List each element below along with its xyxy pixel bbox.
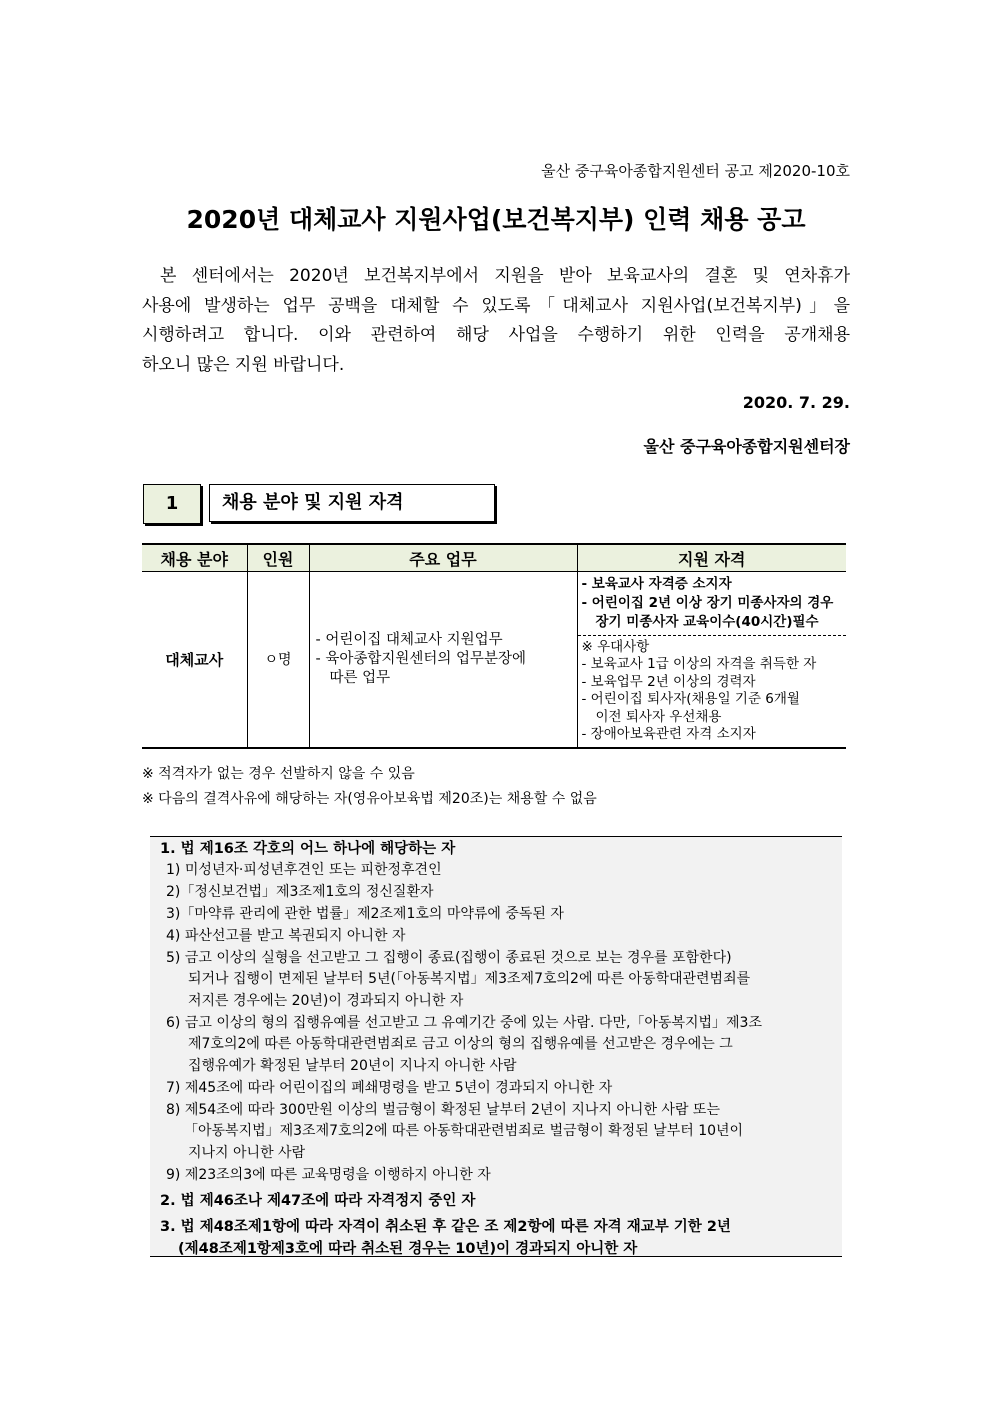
preferences-block <box>578 636 847 746</box>
field-cell: 대체교사 <box>142 572 247 748</box>
disqualification-item: 1) 미성년자·피성년후견인 또는 피한정후견인 <box>166 862 442 878</box>
page-title: 2020년 대체교사 지원사업(보건복지부) 인력 채용 공고 <box>186 205 806 234</box>
disqualification-item: 5) 금고 이상의 실형을 선고받고 그 집행이 종료(집행이 종료된 것으로 보는 경우를 포함한다) <box>166 950 732 966</box>
duty-line: - 어린이집 대체교사 지원업무 <box>315 631 503 648</box>
preference-line: - 보육교사 1급 이상의 자격을 취득한 자 <box>581 656 817 673</box>
section-number-box: 1 <box>143 484 201 524</box>
disqualification-heading: 3. 법 제48조제1항에 따라 자격이 취소된 후 같은 조 제2항에 따른 자격 재교부 기한 2년 <box>160 1219 731 1235</box>
table-header-cell: 주요 업무 <box>309 544 577 572</box>
disqualification-heading: 1. 법 제16조 각호의 어느 하나에 해당하는 자 <box>160 841 456 857</box>
note-line: ※ 다음의 결격사유에 해당하는 자(영유아보육법 제20조)는 채용할 수 없음 <box>142 791 597 807</box>
intro-line: 사용에 발생하는 업무 공백을 대체할 수 있도록「대체교사 지원사업(보건복지부)」을 <box>142 295 850 316</box>
notice-number: 울산 중구육아종합지원센터 공고 제2020-10호 <box>541 162 850 180</box>
notice-date: 2020. 7. 29. <box>742 393 850 412</box>
requirements-block <box>578 573 847 636</box>
disqualification-item: 4) 파산선고를 받고 복권되지 아니한 자 <box>166 928 406 944</box>
signer: 울산 중구육아종합지원센터장 <box>643 437 850 456</box>
disqualification-item: 6) 금고 이상의 형의 집행유예를 선고받고 그 유예기간 중에 있는 사람. 다만,「아동복지법」제3조 <box>166 1015 762 1031</box>
disqualification-item: 되거나 집행이 면제된 날부터 5년(「아동복지법」제3조제7호의2에 따른 아동학대관련범죄를 <box>188 971 751 987</box>
preference-line: - 보육업무 2년 이상의 경력자 <box>581 673 756 690</box>
intro-line: 하오니 많은 지원 바랍니다. <box>142 354 345 375</box>
table-header-cell: 인원 <box>247 544 309 572</box>
disqualification-item: 2)「정신보건법」제3조제1호의 정신질환자 <box>166 884 434 900</box>
disqualification-heading: 2. 법 제46조나 제47조에 따라 자격정지 중인 자 <box>160 1193 476 1209</box>
headcount-cell: ㅇ명 <box>247 572 309 748</box>
note-line: ※ 적격자가 없는 경우 선발하지 않을 수 있음 <box>142 766 415 782</box>
table-header-cell: 지원 자격 <box>577 544 846 572</box>
disqualification-box <box>150 836 842 1257</box>
intro-paragraph <box>142 262 850 380</box>
section-title-box: 채용 분야 및 지원 자격 <box>209 484 495 522</box>
recruitment-table <box>142 543 846 749</box>
disqualification-item: 8) 제54조에 따라 300만원 이상의 벌금형이 확정된 날부터 2년이 지나지 아니한 사람 또는 <box>166 1102 720 1118</box>
disqualification-item: 「아동복지법」제3조제7호의2에 따른 아동학대관련범죄로 벌금형이 확정된 날부터 10년이 <box>184 1123 744 1139</box>
intro-line: 본 센터에서는 2020년 보건복지부에서 지원을 받아 보육교사의 결혼 및 연차휴가 <box>160 266 850 286</box>
disqualification-item: 저지른 경우에는 20년)이 경과되지 아니한 자 <box>188 993 464 1009</box>
table-header-cell: 채용 분야 <box>142 544 247 572</box>
duty-line: 따른 업무 <box>329 669 391 686</box>
requirement-line: - 어린이집 2년 이상 장기 미종사자의 경우 <box>581 594 834 611</box>
disqualification-heading: (제48조제1항제3호에 따라 취소된 경우는 10년)이 경과되지 아니한 자 <box>178 1241 638 1257</box>
requirement-line: - 보육교사 자격증 소지자 <box>581 575 732 592</box>
preference-line: ※ 우대사항 <box>581 638 650 655</box>
disqualification-item: 지나지 아니한 사람 <box>188 1145 306 1161</box>
intro-line: 시행하려고 합니다. 이와 관련하여 해당 사업을 수행하기 위한 인력을 공개채용 <box>142 325 850 345</box>
disqualification-item: 집행유예가 확정된 날부터 20년이 지나지 아니한 사람 <box>188 1058 517 1074</box>
preference-line: 이전 퇴사자 우선채용 <box>595 708 722 725</box>
duties-cell <box>309 572 577 748</box>
notes <box>142 762 597 812</box>
qualification-cell <box>577 572 846 748</box>
preference-line: - 어린이집 퇴사자(채용일 기준 6개월 <box>581 691 800 708</box>
requirement-line: 장기 미종사자 교육이수(40시간)필수 <box>595 613 819 630</box>
preference-line: - 장애아보육관련 자격 소지자 <box>581 726 756 743</box>
table-header-row <box>142 544 846 572</box>
duty-line: - 육아종합지원센터의 업무분장에 <box>315 650 527 667</box>
disqualification-item: 9) 제23조의3에 따른 교육명령을 이행하지 아니한 자 <box>166 1167 491 1183</box>
disqualification-item: 7) 제45조에 따라 어린이집의 폐쇄명령을 받고 5년이 경과되지 아니한 자 <box>166 1080 613 1096</box>
disqualification-item: 3)「마약류 관리에 관한 법률」제2조제1호의 마약류에 중독된 자 <box>166 906 564 922</box>
disqualification-item: 제7호의2에 따른 아동학대관련범죄로 금고 이상의 형의 집행유예를 선고받은 경우에는 그 <box>188 1036 733 1052</box>
table-row <box>142 572 846 748</box>
